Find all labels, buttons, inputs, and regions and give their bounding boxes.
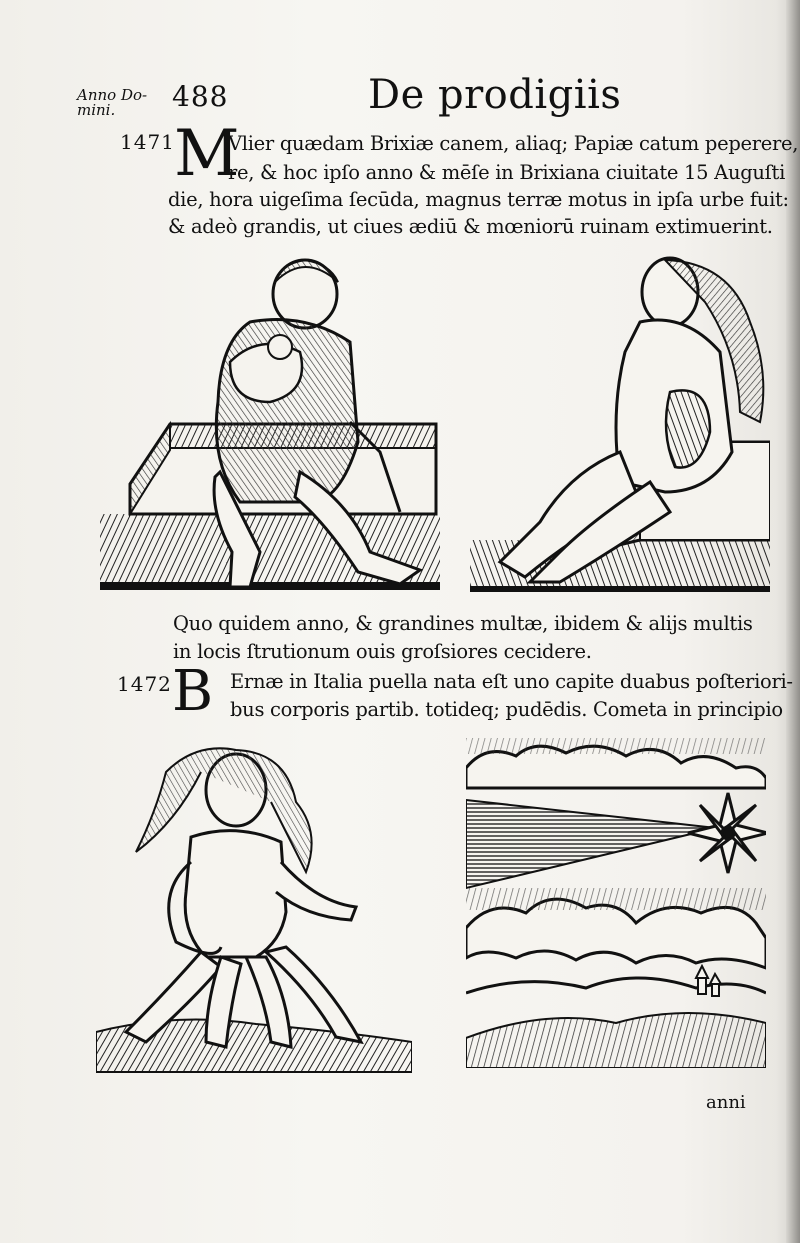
text-line: re, & hoc ipſo anno & mēſe in Brixiana ciuitate 15 Auguſti xyxy=(228,161,786,184)
anno-line-1: Anno Do- xyxy=(77,86,148,104)
text-line: & adeò grandis, ut ciues ædiū & mœniorū ruinam extimuerint. xyxy=(168,215,773,238)
text-line: Vlier quædam Brixiæ canem, aliaq; Papiæ catum peperere, xyxy=(228,132,799,155)
text-line: die, hora uigeſima ſecūda, magnus terræ motus in ipſa urbe fuit: xyxy=(168,188,789,211)
woman-with-cat-woodcut xyxy=(470,252,770,594)
folio-number: 488 xyxy=(172,80,229,113)
woman-with-dog-woodcut xyxy=(100,252,440,594)
text-line: Ernæ in Italia puella nata eſt uno capite duabus poſteriori- xyxy=(230,670,793,693)
text-line: bus corporis partib. totideq; pudēdis. Cometa in principio xyxy=(230,698,783,721)
conjoined-girl-woodcut xyxy=(96,742,412,1074)
text-line: in locis ſtrutionum ouis groſsiores cecidere. xyxy=(173,640,592,663)
year-1471: 1471 xyxy=(120,130,175,154)
comet-woodcut xyxy=(466,738,766,1068)
year-1472: 1472 xyxy=(117,672,172,696)
drop-initial-b: B xyxy=(172,659,214,724)
text-line: Quo quidem anno, & grandines multæ, ibidem & alijs multis xyxy=(173,612,753,635)
page-gutter-shadow xyxy=(786,0,800,1243)
page-title: De prodigiis xyxy=(368,72,622,118)
running-head-anno xyxy=(77,88,147,118)
anno-line-2: mini. xyxy=(77,101,116,119)
catchword: anni xyxy=(706,1092,746,1113)
drop-initial-m: M xyxy=(174,117,240,191)
